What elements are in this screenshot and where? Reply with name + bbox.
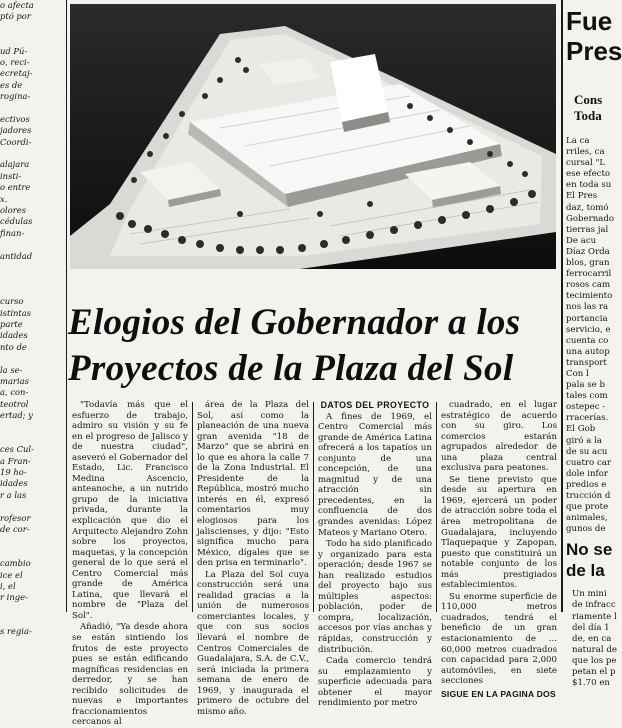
fragment-line: Coordi- xyxy=(0,136,32,147)
right-column-line: pala se b xyxy=(566,380,605,391)
left-column-fragments xyxy=(0,0,64,637)
fragment-line: finan- xyxy=(0,227,25,238)
right-column-line: ese efecto xyxy=(566,169,611,180)
fragment-line: ertad; y xyxy=(0,410,33,421)
right-column-line: petan el p xyxy=(572,667,616,678)
fragment-line: ice el xyxy=(0,569,23,580)
fragment-line: idades xyxy=(0,330,28,341)
right-column-line: tales com xyxy=(566,391,608,402)
right-column-line: De acu xyxy=(566,235,597,246)
fragment-line: istintas xyxy=(0,307,32,318)
right-column-line: nos las ra xyxy=(566,302,609,313)
right-column-line: servicio, e xyxy=(566,324,611,335)
section-subhead: DATOS DEL PROYECTO xyxy=(320,400,430,410)
fragment-line xyxy=(0,604,64,615)
fragment-line xyxy=(0,615,64,626)
fragment-line: marias xyxy=(0,375,29,386)
article-rule xyxy=(313,402,314,612)
article-rule xyxy=(436,402,437,612)
right-column-line: Gobernado xyxy=(566,213,615,224)
fragment-line: o, reci- xyxy=(0,56,30,67)
right-column-line: $1.70 en xyxy=(572,678,610,689)
right-headline-2-line-2: de la xyxy=(566,561,605,581)
right-column-line: trucción d xyxy=(566,491,611,501)
right-column-line: rriles, ca xyxy=(566,147,605,158)
article-paragraph: Se tiene previsto que desde su apertura en 1969, ejercerá un poder de atracción sobre toda el área metropolitana de Guadalajara, incluyendo Tlaquepaque y Zapopan, puesto que constituirá un notable conjunto de los más prestigiados establecimientos. xyxy=(441,474,557,591)
right-column-story xyxy=(566,0,622,689)
fragment-line: alajara xyxy=(0,159,30,170)
right-column-line: giró a la xyxy=(566,435,602,446)
article-paragraph: área de la Plaza del Sol, así como la planeación de una nueva gran avenida "18 de Marzo" que se abrirá en lo que es ahora la calle 7 de la Zona Industrial. El Presidente de la República, mostró mucho interés en él, expresó comentarios muy elogiosos para los jaliscienses, y dijo: "Esto significa mucho para México, dígales que se den prisa en terminarlo". xyxy=(197,400,309,569)
fragment-line: es de xyxy=(0,79,23,90)
right-column-line: El Pres xyxy=(566,191,598,202)
fragment-line xyxy=(0,353,64,364)
fragment-line xyxy=(0,433,64,444)
fragment-line: o entre xyxy=(0,182,31,193)
fragment-line: ud Pú- xyxy=(0,45,28,56)
right-column-text-a xyxy=(566,136,614,535)
fragment-line: la se- xyxy=(0,364,23,375)
fragment-line: a Fran- xyxy=(0,455,31,466)
fragment-line xyxy=(0,239,64,250)
fragment-line: ces Cul- xyxy=(0,444,34,455)
right-column-line: blos, gran xyxy=(566,258,610,269)
article-paragraph: Su enorme superficie de 110,000 metros cuadrados, tendrá el beneficio de un gran estacionamiento de ... 60,000 metros cuadrados con capacidad para 2,000 automóviles, en siete secciones xyxy=(441,591,557,687)
right-column-line: cursal "L xyxy=(566,158,606,169)
article-paragraph: A fines de 1969, el Centro Comercial más grande de América Latina ofrecerá a los tapatíos un conjunto de una concepción, de una magnitud y de una atracción sin precedentes, en la confluencia de dos grandes avenidas: López Mateos y Mariano Otero. xyxy=(318,411,432,538)
right-column-text-b xyxy=(566,589,617,689)
fragment-line: ecretaj- xyxy=(0,68,33,79)
architectural-model-photo xyxy=(70,4,556,269)
column-rule-right xyxy=(561,0,563,612)
fragment-line: idades xyxy=(0,478,28,489)
article-paragraph: Añadió, "Ya desde ahora se están sintiendo los frutos de este proyecto pues se están edificando magníficas residencias en derredor, y se han recibido solicitudes de nuevas e importantes fraccionamientos cercanos al xyxy=(72,622,188,728)
right-headline-2-line-1: No se xyxy=(566,540,613,560)
fragment-line xyxy=(0,262,64,273)
fragment-line xyxy=(0,535,64,546)
headline-line-2: Proyectos de la Plaza del Sol xyxy=(68,348,514,389)
fragment-line: nto de xyxy=(0,341,27,352)
right-subhead-line-1: Cons xyxy=(574,92,603,107)
fragment-line xyxy=(0,421,64,432)
fragment-line: curso xyxy=(0,296,24,307)
headline-line-1: Elogios del Gobernador a los xyxy=(68,302,521,343)
right-headline-line-1: Fue xyxy=(566,6,613,36)
right-subhead-line-2: Toda xyxy=(574,108,602,123)
right-column-line: Díaz Orda xyxy=(566,246,610,257)
right-column-line: Un mini xyxy=(572,589,607,600)
article-paragraph: Todo ha sido planificado y organizado para esta operación; desde 1967 se han realizado estudios del proyecto bajo sus múltiples aspectos: población, poder de compra, localización, accesos por vías anchas y rápidas, construcción y distribución. xyxy=(318,539,432,655)
fragment-line: rofesor xyxy=(0,512,31,523)
fragment-line xyxy=(0,285,64,296)
article-rule xyxy=(192,402,193,612)
right-column-line: rosos cam xyxy=(566,280,611,291)
right-column-line: La ca xyxy=(566,136,590,146)
right-column-line: rracerías. xyxy=(566,413,609,424)
fragment-line: r inge- xyxy=(0,592,28,603)
fragment-line xyxy=(0,103,64,114)
right-column-line: de su acu xyxy=(566,446,608,457)
fragment-line xyxy=(0,148,64,159)
fragment-line: cédulas xyxy=(0,216,33,227)
headline xyxy=(68,300,560,392)
fragment-line: jadores xyxy=(0,125,32,136)
right-column-line: una autop xyxy=(566,346,610,357)
article-column-1 xyxy=(72,400,188,728)
right-column-line: ostepec - xyxy=(566,402,606,413)
fragment-line: de cor- xyxy=(0,523,30,534)
right-column-line: cuenta co xyxy=(566,335,609,346)
fragment-line: r a las xyxy=(0,489,27,500)
right-column-line: natural de xyxy=(572,644,617,655)
article-column-4 xyxy=(441,400,557,699)
right-column-line: en toda su xyxy=(566,180,612,191)
fragment-line: insti- xyxy=(0,170,22,181)
right-column-line: El Gob xyxy=(566,424,596,435)
right-column-line: transport xyxy=(566,357,607,368)
right-column-line: tecimiento xyxy=(566,291,613,302)
fragment-line: cambio xyxy=(0,558,31,569)
right-column-line: predios e xyxy=(566,479,607,490)
right-column-line: daz, tomó xyxy=(566,202,609,213)
fragment-line: parte xyxy=(0,318,23,329)
fragment-line xyxy=(0,273,64,284)
article-column-3 xyxy=(318,400,432,709)
fragment-line: a, con- xyxy=(0,387,29,398)
article-paragraph: Cada comercio tendrá su emplazamiento y superficie adecuada para obtener el mayor rendimiento por metro xyxy=(318,656,432,709)
fragment-line xyxy=(0,34,64,45)
fragment-line: rogina- xyxy=(0,91,31,102)
right-column-line: cuatro car xyxy=(566,457,611,468)
column-rule-left xyxy=(66,0,67,612)
fragment-line xyxy=(0,23,64,34)
fragment-line: teotrol xyxy=(0,398,29,409)
fragment-line: o afecta xyxy=(0,0,34,10)
right-column-line: portancia xyxy=(566,313,608,324)
fragment-line: antidad xyxy=(0,250,33,261)
right-column-line: que los pe xyxy=(572,655,617,666)
article-paragraph: "Todavía más que el esfuerzo de trabajo, admiro su visión y su fe en el progreso de Jalisco y de nuestra ciudad", aseveró el Gobernador del Estado, Lic. Francisco Medina Ascencio, anteanoche, a un nutrido grupo de la iniciativa privada, durante la explicación que dio el Arquitecto Alejandro Zohn sobre los proyectos, maquetas, y la concepción general de lo que será el Centro Comercial más grande de América Latina, que llevará el nombre de "Plaza del Sol". xyxy=(72,400,188,621)
right-column-line: tierras jal xyxy=(566,224,609,235)
model-illustration xyxy=(70,4,556,269)
fragment-line xyxy=(0,501,64,512)
right-column-line: de, en ca xyxy=(572,633,612,644)
fragment-line xyxy=(0,547,64,558)
article-column-2 xyxy=(197,400,309,717)
right-column-line: gunos de xyxy=(566,524,606,535)
right-headline-line-2: Pres xyxy=(566,36,622,66)
article-paragraph: cuadrado, en el lugar estratégico de acuerdo con su giro. Los comercios estarán agrupados alrededor de una plaza central exclusiva para peatones. xyxy=(441,400,557,474)
fragment-line: s regia- xyxy=(0,626,32,637)
fragment-line: x. xyxy=(0,193,8,204)
right-column-line: Con l xyxy=(566,368,589,379)
right-column-line: animales, xyxy=(566,513,608,524)
fragment-line: 19 ho- xyxy=(0,467,27,478)
continued-on-page-two: SIGUE EN LA PAGINA DOS xyxy=(441,688,556,699)
right-column-line: riamente l xyxy=(572,611,617,622)
fragment-line: i, el xyxy=(0,580,16,591)
fragment-line: ectivos xyxy=(0,113,30,124)
fragment-line: olores xyxy=(0,205,27,216)
right-column-line: dole infor xyxy=(566,468,608,479)
right-column-line: de infracc xyxy=(572,600,616,611)
fragment-line: ptó por xyxy=(0,11,31,22)
right-column-line: ferrocarril xyxy=(566,269,612,280)
right-column-line: del día 1 xyxy=(572,622,610,633)
article-paragraph: La Plaza del Sol cuya construcción será una realidad gracias a la unión de numerosos comerciantes locales, y que con sus socios llevará el nombre de Centros Comerciales de Guadalajara, S.A. de C.V., será iniciada la primera semana de enero de 1969, y inaugurada el primero de octubre del mismo año. xyxy=(197,569,309,717)
right-column-line: que prote xyxy=(566,502,609,513)
